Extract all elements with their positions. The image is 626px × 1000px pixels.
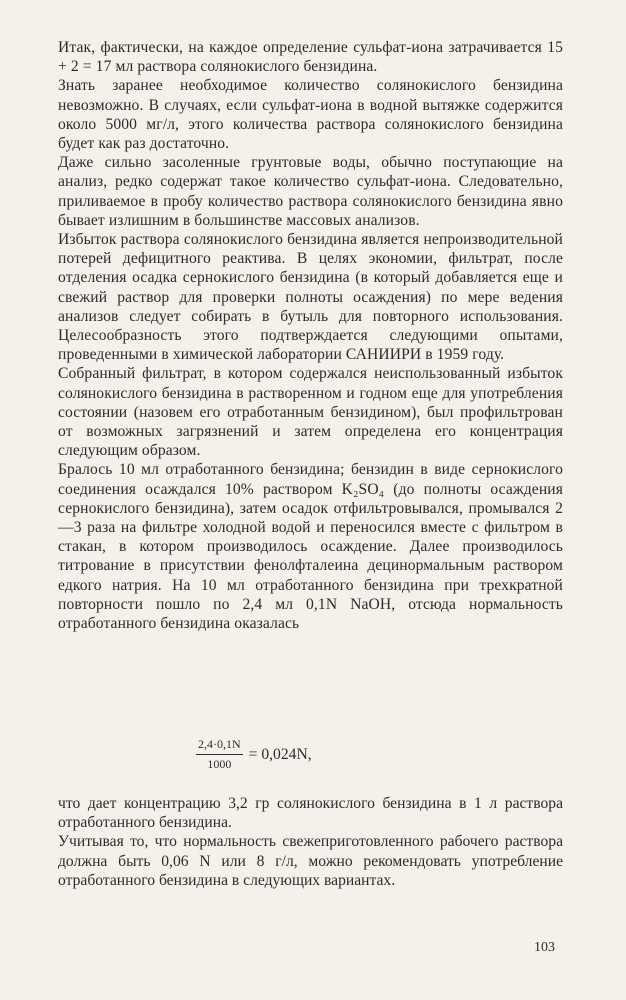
formula-fraction xyxy=(196,737,243,772)
paragraph-2: Знать заранее необходимое количество солянокислого бензидина невозможно. В случаях, если сульфат-иона в водной вытяжке содержится около 5000 мг/л, этого количества раствора солянокислого бензидина будет как раз достаточно. xyxy=(58,77,563,153)
after-text xyxy=(58,794,563,890)
paragraph-7: что дает концентрацию 3,2 гр солянокислого бензидина в 1 л раствора отработанного бензидина. xyxy=(58,795,563,832)
paragraph-5: Собранный фильтрат, в котором содержался неиспользованный избыток солянокислого бензидина в растворенном и годном еще для употребления состоянии (назовем его отработанным бензидином), был профильтрован от возможных загрязнений и затем определена его концентрация следующим образом. xyxy=(58,365,563,460)
page-number: 103 xyxy=(534,940,555,955)
paragraph-4: Избыток раствора солянокислого бензидина является непроизводительной потерей дефицитного реактива. В целях экономии, фильтрат, после отделения осадка сернокислого бензидина (в который добавляется еще и свежий раствор для проверки полноты осаждения) по мере ведения анализов следует собирать в бутыль для повторного использования. Целесообразность этого подтверждается следующими опытами, проведенными в химической лаборатории САНИИРИ в 1959 году. xyxy=(58,231,563,364)
formula-numerator: 2,4·0,1N xyxy=(196,737,243,755)
formula-result: = 0,024N, xyxy=(248,745,312,763)
paragraph-3: Даже сильно засоленные грунтовые воды, обычно поступающие на анализ, редко содержат такое количество сульфат-иона. Следовательно, приливаемое в пробу количество раствора солянокислого бензидина явно бывает излишним в большинстве массовых анализов. xyxy=(58,154,563,229)
formula-denominator: 1000 xyxy=(207,757,232,771)
paragraph-1: Итак, фактически, на каждое определение сульфат-иона затрачивается 15 + 2 = 17 мл раствора солянокислого бензидина. xyxy=(58,39,563,76)
main-text xyxy=(58,38,563,633)
formula xyxy=(196,737,312,772)
paragraph-8: Учитывая то, что нормальность свежеприготовленного рабочего раствора должна быть 0,06 N или 8 г/л, можно рекомендовать употребление отработанного бензидина в следующих вариантах. xyxy=(58,833,563,889)
paragraph-6: Бралось 10 мл отработанного бензидина; бензидин в виде сернокислого соединения осаждался 10% раствором K₂SO₄ (до полноты осаждения сернокислого бензидина), затем осадок отфильтровывался, промывался 2—3 раза на фильтре холодной водой и переносился вместе с фильтром в стакан, в котором производилось осаждение. Далее производилось титрование в присутствии фенолфталеина децинормальным раствором едкого натрия. На 10 мл отработанного бензидина при трехкратной повторности пошло по 2,4 мл 0,1N NaOH, отсюда нормальность отработанного бензидина оказалась xyxy=(58,461,563,633)
